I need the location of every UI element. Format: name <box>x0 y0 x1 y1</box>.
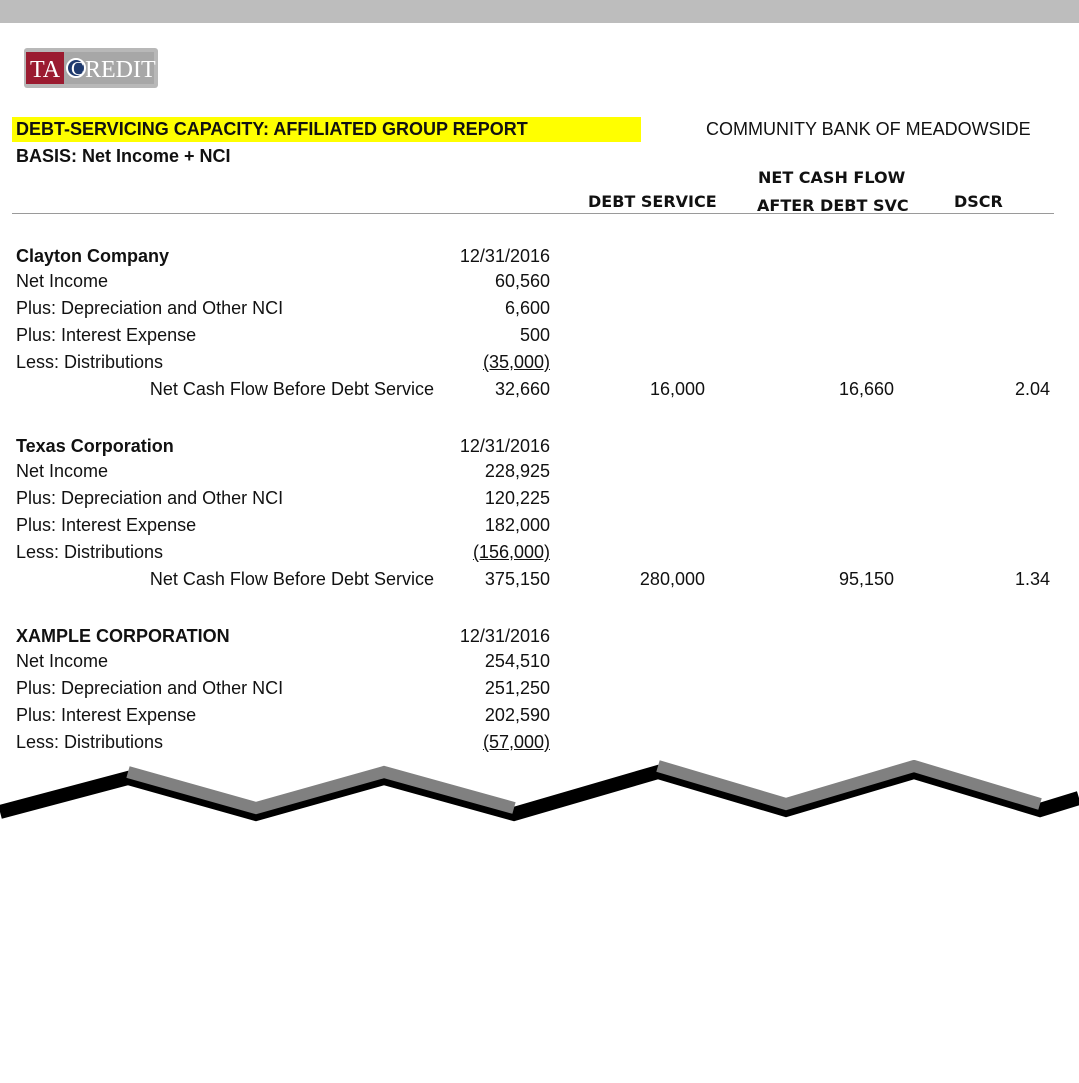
row-value: 202,590 <box>484 705 550 725</box>
statement-date: 12/31/2016 <box>459 246 550 266</box>
total-value: 375,150 <box>484 569 550 589</box>
torn-edge-divider <box>0 760 1079 830</box>
dscr-value: 2.04 <box>1014 379 1050 399</box>
row-value: (57,000) <box>482 732 550 752</box>
bank-name: COMMUNITY BANK OF MEADOWSIDE <box>706 119 1031 139</box>
tacredit-logo <box>24 48 158 88</box>
col-header-ncf-line1: NET CASH FLOW <box>758 168 906 187</box>
company-name: Texas Corporation <box>16 436 174 456</box>
row-value: 6,600 <box>504 298 550 318</box>
row-label: Net Income <box>16 651 109 671</box>
report-basis: BASIS: Net Income + NCI <box>16 146 231 166</box>
row-label: Plus: Depreciation and Other NCI <box>16 488 284 508</box>
company-name: XAMPLE CORPORATION <box>16 626 230 646</box>
row-label: Plus: Depreciation and Other NCI <box>16 298 284 318</box>
ncf-after-value: 95,150 <box>838 569 894 589</box>
logo-text-right: REDIT <box>85 57 156 83</box>
total-label: Net Cash Flow Before Debt Service <box>149 379 434 399</box>
row-label: Plus: Interest Expense <box>16 705 197 725</box>
col-header-ncf-line2: AFTER DEBT SVC <box>757 196 909 215</box>
row-value: 228,925 <box>484 461 550 481</box>
debt-service-value: 280,000 <box>639 569 705 589</box>
row-label: Net Income <box>16 461 109 481</box>
row-value: 60,560 <box>494 271 550 291</box>
company-name: Clayton Company <box>16 246 170 266</box>
row-label: Plus: Interest Expense <box>16 515 197 535</box>
total-value: 32,660 <box>494 379 550 399</box>
top-bar <box>0 0 1079 23</box>
header-rule <box>12 213 1054 214</box>
row-value: 182,000 <box>484 515 550 535</box>
row-label: Plus: Interest Expense <box>16 325 197 345</box>
row-value: 254,510 <box>484 651 550 671</box>
col-header-debt-service: DEBT SERVICE <box>588 192 717 211</box>
logo-text-left: TA <box>30 57 61 83</box>
debt-service-value: 16,000 <box>649 379 705 399</box>
statement-date: 12/31/2016 <box>459 436 550 456</box>
row-value: 251,250 <box>484 678 550 698</box>
row-label: Net Income <box>16 271 109 291</box>
row-label: Less: Distributions <box>16 542 164 562</box>
logo-text-mark: C <box>71 58 85 80</box>
dscr-value: 1.34 <box>1014 569 1050 589</box>
row-label: Less: Distributions <box>16 352 164 372</box>
total-label: Net Cash Flow Before Debt Service <box>149 569 434 589</box>
ncf-after-value: 16,660 <box>838 379 894 399</box>
row-value: 120,225 <box>484 488 550 508</box>
row-value: 500 <box>519 325 550 345</box>
col-header-dscr: DSCR <box>954 192 1003 211</box>
row-label: Less: Distributions <box>16 732 164 752</box>
row-value: (156,000) <box>472 542 550 562</box>
row-value: (35,000) <box>482 352 550 372</box>
report-title-highlight <box>12 117 641 142</box>
report-title: DEBT-SERVICING CAPACITY: AFFILIATED GROUP REPORT <box>16 119 528 139</box>
row-label: Plus: Depreciation and Other NCI <box>16 678 284 698</box>
statement-date: 12/31/2016 <box>459 626 550 646</box>
